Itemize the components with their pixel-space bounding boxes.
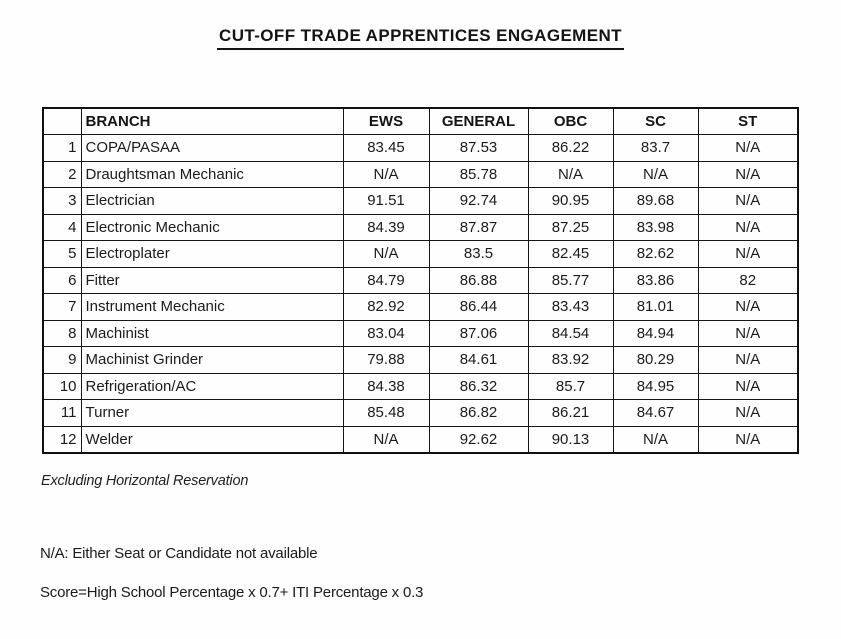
score-cell: 86.22 <box>528 135 613 162</box>
score-cell: 83.43 <box>528 294 613 321</box>
branch-cell: COPA/PASAA <box>81 135 343 162</box>
row-number-cell: 1 <box>43 135 81 162</box>
score-cell: 85.78 <box>429 161 528 188</box>
score-cell: N/A <box>698 373 798 400</box>
score-cell: 91.51 <box>343 188 429 215</box>
score-cell: N/A <box>343 241 429 268</box>
page-title: CUT-OFF TRADE APPRENTICES ENGAGEMENT <box>217 26 624 50</box>
table-header-row <box>43 108 798 135</box>
branch-cell: Refrigeration/AC <box>81 373 343 400</box>
score-cell: 83.92 <box>528 347 613 374</box>
row-number-cell: 12 <box>43 426 81 453</box>
score-cell: 81.01 <box>613 294 698 321</box>
score-cell: 90.13 <box>528 426 613 453</box>
score-cell: 84.94 <box>613 320 698 347</box>
column-header-general: GENERAL <box>429 108 528 135</box>
table-body <box>43 135 798 453</box>
score-cell: N/A <box>698 188 798 215</box>
score-cell: 82 <box>698 267 798 294</box>
score-cell: N/A <box>698 347 798 374</box>
score-cell: 83.7 <box>613 135 698 162</box>
score-cell: 82.92 <box>343 294 429 321</box>
table-row <box>43 294 798 321</box>
table-row <box>43 241 798 268</box>
score-cell: N/A <box>613 161 698 188</box>
table-row <box>43 400 798 427</box>
branch-cell: Instrument Mechanic <box>81 294 343 321</box>
score-cell: 83.04 <box>343 320 429 347</box>
table-row <box>43 373 798 400</box>
branch-cell: Fitter <box>81 267 343 294</box>
score-cell: 85.77 <box>528 267 613 294</box>
branch-cell: Electroplater <box>81 241 343 268</box>
column-header-sc: SC <box>613 108 698 135</box>
score-cell: 86.32 <box>429 373 528 400</box>
score-cell: 84.67 <box>613 400 698 427</box>
row-number-cell: 7 <box>43 294 81 321</box>
row-number-cell: 6 <box>43 267 81 294</box>
row-number-cell: 2 <box>43 161 81 188</box>
score-cell: 92.74 <box>429 188 528 215</box>
score-cell: N/A <box>613 426 698 453</box>
score-cell: 84.38 <box>343 373 429 400</box>
score-cell: 89.68 <box>613 188 698 215</box>
row-number-cell: 8 <box>43 320 81 347</box>
table-row <box>43 267 798 294</box>
score-cell: 87.87 <box>429 214 528 241</box>
score-cell: N/A <box>698 320 798 347</box>
column-header-st: ST <box>698 108 798 135</box>
score-cell: 84.54 <box>528 320 613 347</box>
branch-cell: Welder <box>81 426 343 453</box>
row-number-cell: 5 <box>43 241 81 268</box>
table-row <box>43 320 798 347</box>
score-cell: 85.48 <box>343 400 429 427</box>
score-cell: 82.45 <box>528 241 613 268</box>
table-row <box>43 426 798 453</box>
score-cell: 85.7 <box>528 373 613 400</box>
row-number-cell: 3 <box>43 188 81 215</box>
score-cell: N/A <box>698 135 798 162</box>
branch-cell: Electronic Mechanic <box>81 214 343 241</box>
score-cell: N/A <box>343 161 429 188</box>
score-cell: 86.44 <box>429 294 528 321</box>
score-cell: N/A <box>698 241 798 268</box>
table-row <box>43 188 798 215</box>
column-header-obc: OBC <box>528 108 613 135</box>
score-cell: 86.82 <box>429 400 528 427</box>
score-cell: N/A <box>528 161 613 188</box>
score-cell: 84.39 <box>343 214 429 241</box>
table-row <box>43 347 798 374</box>
table-row <box>43 135 798 162</box>
score-cell: 87.53 <box>429 135 528 162</box>
score-cell: N/A <box>698 426 798 453</box>
score-cell: 83.86 <box>613 267 698 294</box>
table-row <box>43 161 798 188</box>
row-number-cell: 4 <box>43 214 81 241</box>
score-cell: 83.98 <box>613 214 698 241</box>
branch-cell: Machinist Grinder <box>81 347 343 374</box>
score-cell: 87.06 <box>429 320 528 347</box>
score-formula-note: Score=High School Percentage x 0.7+ ITI Percentage x 0.3 <box>40 584 424 601</box>
score-cell: 90.95 <box>528 188 613 215</box>
score-cell: 86.21 <box>528 400 613 427</box>
cutoff-table <box>42 107 799 454</box>
branch-cell: Machinist <box>81 320 343 347</box>
score-cell: 92.62 <box>429 426 528 453</box>
table-row <box>43 214 798 241</box>
row-number-cell: 11 <box>43 400 81 427</box>
score-cell: 87.25 <box>528 214 613 241</box>
title-container <box>0 26 841 50</box>
score-cell: N/A <box>698 214 798 241</box>
column-header-index <box>43 108 81 135</box>
score-cell: 79.88 <box>343 347 429 374</box>
score-cell: 80.29 <box>613 347 698 374</box>
column-header-ews: EWS <box>343 108 429 135</box>
na-definition-note: N/A: Either Seat or Candidate not available <box>40 545 318 562</box>
branch-cell: Electrician <box>81 188 343 215</box>
score-cell: N/A <box>343 426 429 453</box>
score-cell: 83.5 <box>429 241 528 268</box>
branch-cell: Turner <box>81 400 343 427</box>
score-cell: 83.45 <box>343 135 429 162</box>
score-cell: N/A <box>698 400 798 427</box>
score-cell: 84.95 <box>613 373 698 400</box>
score-cell: N/A <box>698 294 798 321</box>
row-number-cell: 9 <box>43 347 81 374</box>
row-number-cell: 10 <box>43 373 81 400</box>
excluding-reservation-note: Excluding Horizontal Reservation <box>41 473 249 489</box>
branch-cell: Draughtsman Mechanic <box>81 161 343 188</box>
score-cell: 86.88 <box>429 267 528 294</box>
score-cell: 84.61 <box>429 347 528 374</box>
score-cell: 84.79 <box>343 267 429 294</box>
score-cell: 82.62 <box>613 241 698 268</box>
column-header-branch: BRANCH <box>81 108 343 135</box>
score-cell: N/A <box>698 161 798 188</box>
